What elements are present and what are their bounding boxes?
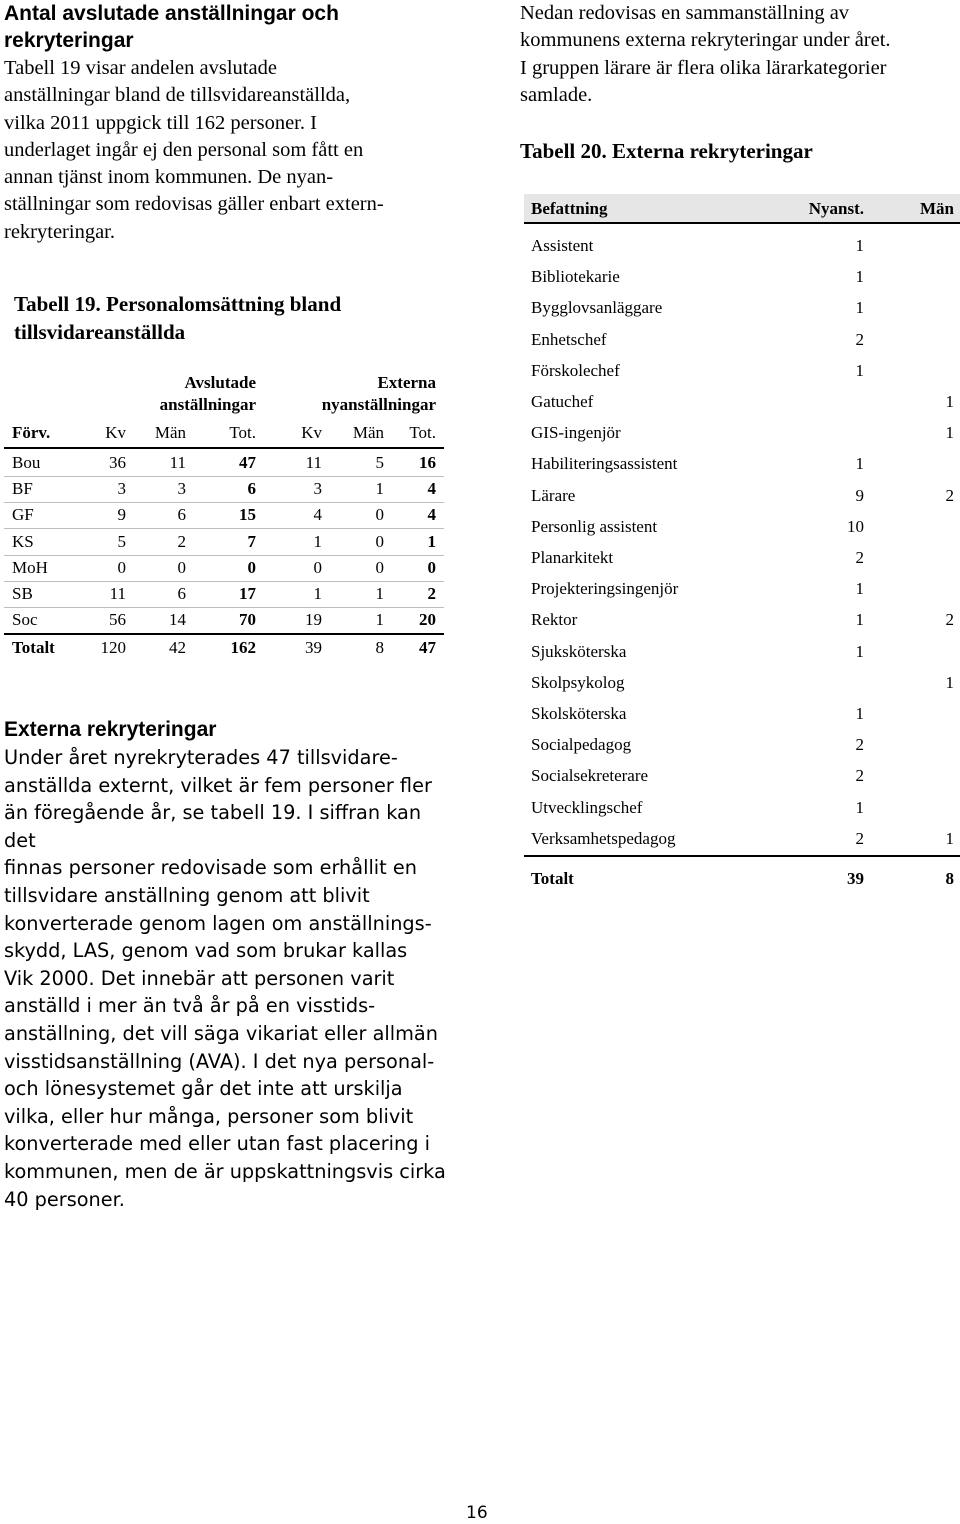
table20-cell: Gatuchef — [531, 392, 594, 411]
table20-row — [524, 792, 960, 823]
table20-cell: Habiliteringsassistent — [531, 454, 678, 474]
table20-total-row — [524, 863, 960, 894]
table20-row — [524, 355, 960, 386]
table19-cell: 11 — [305, 453, 322, 472]
table19-cell: 70 — [239, 610, 256, 630]
table20-cell: 1 — [855, 454, 864, 474]
table19-row — [4, 607, 444, 633]
intro-line: anställningar bland de tillsvidareanställda, — [4, 84, 351, 107]
table19-cell: 1 — [375, 584, 384, 603]
ext-line: 40 personer. — [4, 1187, 125, 1211]
ext-line: och lönesystemet går det inte att urskilja — [4, 1077, 403, 1101]
table20-row — [524, 698, 960, 729]
table20-cell: Utvecklingschef — [531, 797, 643, 817]
table20-cell: 1 — [855, 797, 864, 817]
table19-cell: 17 — [239, 584, 256, 603]
table19-row — [4, 529, 444, 555]
table20-cell: 1 — [855, 579, 864, 599]
table20-cell: 2 — [855, 735, 864, 755]
section-heading: Antal avslutade anställningar och rekryteringar — [4, 2, 339, 52]
intro-paragraph — [4, 55, 456, 246]
ext-line: tillsvidare anställning genom att blivit — [4, 883, 370, 907]
col-header: Män — [352, 423, 384, 442]
table19-cell: 6 — [177, 505, 186, 525]
table19-row — [4, 502, 444, 528]
col-header-nyanst: Nyanst. — [808, 199, 864, 218]
intro-line: rekryteringar. — [4, 220, 115, 243]
table20-cell: GIS-ingenjör — [531, 423, 621, 443]
col-header-man: Män — [920, 199, 954, 218]
table20-cell: 1 — [855, 704, 864, 723]
table20-cell: Projekteringsingenjör — [531, 579, 679, 599]
col-header: Tot. — [409, 423, 436, 442]
table19-cell: 15 — [239, 505, 256, 525]
ext-line: vilka, eller hur många, personer som blivit — [4, 1104, 414, 1128]
table19-row — [4, 555, 444, 581]
table20-cell: Bibliotekarie — [531, 267, 620, 287]
table19-cell: 1 — [313, 584, 322, 603]
table20-cell: 1 — [855, 360, 864, 380]
table20-row — [524, 292, 960, 323]
table20-cell: Enhetschef — [531, 329, 607, 349]
ext-line: kommunen, men de är uppskattningsvis cirka — [4, 1159, 446, 1183]
table19-cell: 14 — [169, 610, 186, 630]
table19-cell: Totalt — [12, 638, 55, 658]
table19-cell: 120 — [100, 638, 126, 658]
table19-cell: 4 — [427, 479, 436, 499]
ext-line: Under året nyrekryterades 47 tillsvidare- — [4, 746, 398, 769]
table20-cell: Rektor — [531, 610, 578, 630]
group-header-externa: Externa nyanställningar — [321, 373, 436, 414]
table20-cell: 1 — [855, 610, 864, 630]
table19-cell: BF — [12, 479, 33, 499]
table19-cell: 0 — [117, 557, 126, 577]
intro-line: Tabell 19 visar andelen avslutade — [4, 57, 277, 79]
table19-cell: 6 — [177, 584, 186, 603]
table19-cell: 5 — [375, 453, 384, 472]
col-header: Kv — [105, 423, 126, 442]
table20-total-cell: 39 — [847, 869, 864, 888]
table20-cell: 1 — [945, 392, 954, 411]
table20-row — [524, 261, 960, 292]
page-number: 16 — [466, 1503, 488, 1523]
table19-cell: 4 — [427, 505, 436, 525]
table20-cell: 1 — [945, 423, 954, 443]
table19-cell: 0 — [427, 557, 436, 577]
header-rule — [524, 222, 960, 224]
table19-cell: 1 — [313, 531, 322, 551]
table19-cell: 36 — [109, 453, 126, 472]
intro-line: annan tjänst inom kommunen. De nyan- — [4, 166, 334, 189]
table19-cell: 3 — [177, 479, 186, 499]
table20-cell: Skolpsykolog — [531, 672, 625, 692]
ext-line: anställda externt, vilket är fem personer fler — [4, 773, 432, 797]
table20-cell: 1 — [855, 641, 864, 661]
table19-cell: Soc — [12, 610, 38, 630]
table19-cell: 1 — [375, 479, 384, 499]
table19-cell: SB — [12, 584, 33, 603]
ext-line: skydd, LAS, genom vad som brukar kallas — [4, 939, 408, 963]
table19-cell: 16 — [419, 453, 436, 472]
table20-cell: Socialpedagog — [531, 735, 632, 755]
table20-header-row — [524, 194, 960, 222]
table19-row — [4, 476, 444, 502]
table20-cell: Förskolechef — [531, 360, 620, 380]
table19-cell: 0 — [375, 505, 384, 525]
ext-line: än föregående år, se tabell 19. I siffran kan det — [4, 801, 422, 852]
ext-heading: Externa rekryteringar — [4, 718, 217, 741]
ext-line: finnas personer redovisade som erhållit en — [4, 856, 417, 880]
table19-cell: 0 — [375, 557, 384, 577]
group-header-avslutade: Avslutade anställningar — [159, 373, 256, 414]
table20-row — [524, 324, 960, 355]
table20-row — [524, 542, 960, 573]
table20-title: Tabell 20. Externa rekryteringar — [520, 139, 813, 163]
intro-line: ställningar som redovisas gäller enbart extern- — [4, 193, 384, 216]
table20-row — [524, 417, 960, 448]
table20-row — [524, 480, 960, 511]
right-intro-line: kommunens externa rekryteringar under året. — [520, 29, 891, 52]
table20-row — [524, 667, 960, 698]
table20-row — [524, 636, 960, 667]
ext-line: visstidsanställning (AVA). I det nya personal- — [4, 1049, 435, 1073]
table19-row — [4, 581, 444, 607]
table20-cell: 2 — [945, 610, 954, 630]
table19-cell: 39 — [305, 638, 322, 658]
table19-title-line: Tabell 19. Personalomsättning bland — [14, 292, 342, 316]
col-header: Män — [154, 423, 186, 442]
table19-cell: 11 — [169, 453, 186, 472]
table20-cell: Socialsekreterare — [531, 766, 649, 786]
ext-line: konverterade med eller utan fast placering i — [4, 1132, 430, 1156]
table19-cell: 3 — [313, 479, 322, 499]
table20-row — [524, 386, 960, 417]
table20-cell: Skolsköterska — [531, 704, 627, 723]
table20-row — [524, 760, 960, 791]
table20-cell: 2 — [855, 828, 864, 848]
table19-cell: 4 — [313, 505, 322, 525]
table19-cell: 0 — [177, 557, 186, 577]
right-intro-paragraph — [520, 0, 960, 109]
right-intro-line: I gruppen lärare är flera olika lärarkategorier — [520, 56, 887, 79]
table19-cell: 47 — [239, 453, 256, 472]
table19-cell: 0 — [375, 531, 384, 551]
table19-cell: 8 — [375, 638, 384, 658]
table20-row — [524, 823, 960, 854]
table19-cell: 19 — [305, 610, 322, 630]
table19-title — [14, 290, 341, 346]
table20-row — [524, 448, 960, 479]
table19-cell: 5 — [117, 531, 126, 551]
ext-line: Vik 2000. Det innebär att personen varit — [4, 966, 395, 990]
table20-row — [524, 573, 960, 604]
col-header: Kv — [301, 423, 322, 442]
table20-total-cell: 8 — [945, 869, 954, 888]
table20-row — [524, 604, 960, 635]
table20-cell: 2 — [855, 329, 864, 349]
table20-cell: 1 — [855, 298, 864, 318]
table19-cell: MoH — [12, 557, 48, 577]
table19-cell: 42 — [169, 638, 186, 658]
table20-row — [524, 230, 960, 261]
table19-cell: 0 — [247, 557, 256, 577]
ext-line: konverterade genom lagen om anställnings- — [4, 911, 432, 935]
ext-line: anställd i mer än två år på en visstids- — [4, 994, 376, 1018]
table19-cell: 2 — [427, 584, 436, 603]
table19-cell: 1 — [427, 531, 436, 551]
table20-cell: 1 — [855, 236, 864, 255]
table19-row — [4, 450, 444, 476]
table20-cell: Verksamhetspedagog — [531, 828, 676, 848]
table20-cell: Planarkitekt — [531, 548, 614, 567]
total-rule — [524, 855, 960, 857]
col-header-befattning: Befattning — [531, 199, 608, 218]
intro-line: vilka 2011 uppgick till 162 personer. I — [4, 111, 317, 134]
table19-cell: 0 — [313, 557, 322, 577]
table19-cell: 162 — [230, 638, 256, 658]
table19-header-row — [4, 420, 444, 446]
table20-cell: Bygglovsanläggare — [531, 298, 663, 318]
col-header: Förv. — [12, 423, 51, 442]
right-intro-line: samlade. — [520, 83, 593, 106]
table20-row — [524, 729, 960, 760]
table20-cell: Personlig assistent — [531, 516, 658, 536]
table20-cell: 1 — [855, 267, 864, 287]
table19-cell: 1 — [375, 610, 384, 630]
table19-cell: 9 — [117, 505, 126, 525]
table19-cell: 56 — [109, 610, 126, 630]
table20-cell: 9 — [855, 485, 864, 505]
table19-cell: 3 — [117, 479, 126, 499]
table20-cell: 1 — [945, 828, 954, 848]
table20-cell: 10 — [847, 516, 864, 536]
table20-cell: 2 — [855, 766, 864, 786]
table20-row — [524, 511, 960, 542]
table19-cell: 6 — [247, 479, 256, 499]
table20-cell: Sjuksköterska — [531, 641, 627, 661]
header-rule — [4, 447, 444, 449]
table20-total-cell: Totalt — [531, 869, 574, 888]
table19-cell: GF — [12, 505, 34, 525]
table19-cell: Bou — [12, 453, 41, 472]
ext-paragraph — [4, 744, 456, 1213]
table20-cell: 2 — [945, 485, 954, 505]
table19-total-row — [4, 635, 444, 661]
table20-cell: Assistent — [531, 236, 594, 255]
table19-cell: KS — [12, 531, 34, 551]
table20-cell: Lärare — [531, 485, 576, 505]
table19-cell: 47 — [419, 638, 436, 658]
table20-cell: 2 — [855, 548, 864, 567]
table19-cell: 20 — [419, 610, 436, 630]
intro-line: underlaget ingår ej den personal som fått en — [4, 138, 364, 161]
right-intro-line: Nedan redovisas en sammanställning av — [520, 2, 850, 24]
ext-line: anställning, det vill säga vikariat eller allmän — [4, 1021, 438, 1045]
table19-cell: 7 — [247, 531, 256, 551]
table19-cell: 2 — [177, 531, 186, 551]
col-header: Tot. — [229, 423, 256, 442]
table19-cell: 11 — [109, 584, 126, 603]
table19-title-line: tillsvidareanställda — [14, 320, 186, 344]
table20-cell: 1 — [945, 672, 954, 692]
